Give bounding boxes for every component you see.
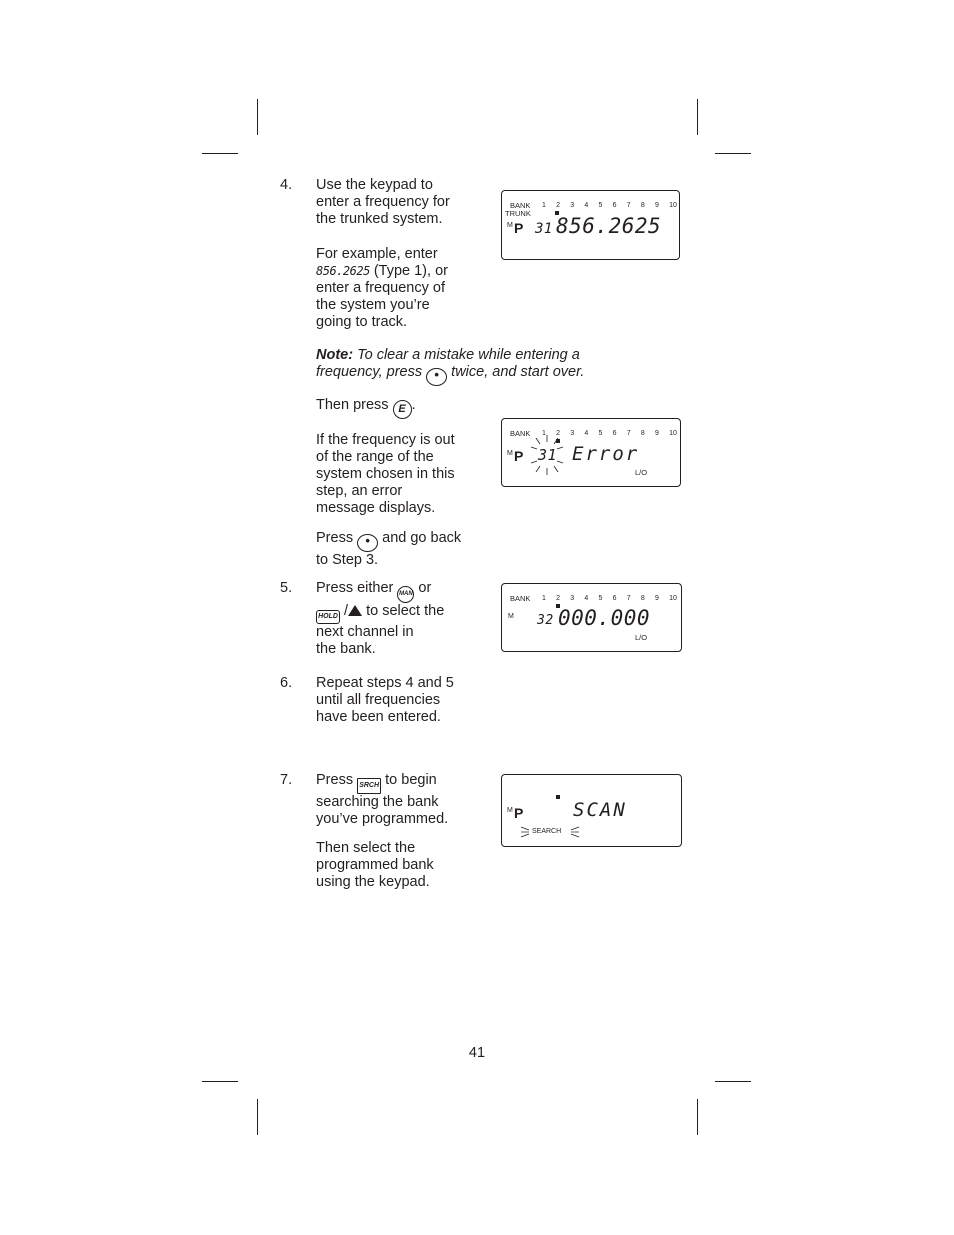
lcd-frequency: 000.000 — [558, 606, 651, 630]
lcd-search-label: SEARCH — [532, 828, 562, 835]
lcd-display-frequency — [501, 190, 680, 260]
step-number: 4. — [280, 177, 293, 193]
note-label: Note: — [316, 347, 354, 363]
crop-mark — [202, 1081, 238, 1082]
step-number: 6. — [280, 675, 293, 691]
crop-mark — [715, 1081, 751, 1082]
crop-mark — [697, 99, 698, 135]
lcd-channel: 32 — [537, 613, 554, 628]
note: Note: To clear a mistake while entering a frequency, press • twice, and start over. — [316, 347, 584, 386]
crop-mark — [257, 1099, 258, 1135]
hold-key-icon: HOLD — [316, 610, 340, 624]
lcd-m-label: M — [507, 222, 513, 229]
step-number: 7. — [280, 772, 293, 788]
page-number: 41 — [468, 1045, 486, 1061]
step7-text: Press SRCH to begin searching the bank you’ve programmed. — [316, 772, 449, 827]
lcd-bank-numbers: 1 2 3 4 5 6 7 8 9 10 — [542, 430, 677, 437]
crop-mark — [697, 1099, 698, 1135]
lcd-channel: 31 — [538, 446, 558, 464]
lcd-bank-label: BANK — [510, 594, 531, 603]
lcd-p-label: P — [514, 805, 524, 821]
press-back-line: Press • and go back to Step 3. — [316, 530, 462, 568]
then-press-line: Then press E . — [316, 397, 416, 419]
step-number: 5. — [280, 580, 293, 596]
crop-mark — [202, 153, 238, 154]
lcd-p-label: P — [514, 220, 524, 236]
lcd-scan-text: SCAN — [573, 799, 627, 821]
lcd-error-text: Error — [572, 443, 640, 465]
error-description: If the frequency is out of the range of the system chosen in this step, an error message displays. — [316, 432, 455, 516]
lcd-bank-label: BANK — [510, 429, 531, 438]
lcd-display-next-channel — [501, 583, 682, 652]
man-key-icon: MAN — [397, 586, 414, 603]
lcd-p-label: P — [514, 448, 524, 464]
lcd-bank-numbers: 1 2 3 4 5 6 7 8 9 10 — [542, 202, 677, 209]
step7-then: Then select the programmed bank using the keypad. — [316, 840, 434, 890]
lcd-m-label: M — [508, 613, 514, 620]
lcd-display-error — [501, 418, 681, 487]
step5-text: Press either MAN or HOLD / to select the next channel in the bank. — [316, 580, 445, 657]
lcd-m-label: M — [507, 807, 513, 814]
lcd-lo-label: L/O — [635, 468, 648, 477]
lcd-frequency: 856.2625 — [556, 214, 662, 238]
lcd-display-scan — [501, 774, 682, 847]
crop-mark — [257, 99, 258, 135]
lcd-m-label: M — [507, 450, 513, 457]
crop-mark — [715, 153, 751, 154]
up-arrow-icon — [348, 605, 362, 616]
dot-key-icon: • — [426, 368, 447, 386]
e-key-icon: E — [393, 400, 412, 419]
lcd-channel: 31 — [535, 221, 553, 237]
lcd-lo-label: L/O — [635, 633, 648, 642]
srch-key-icon: SRCH — [357, 778, 381, 794]
bank-indicator — [556, 795, 560, 799]
step4-text: Use the keypad to enter a frequency for the trunked system. — [316, 177, 450, 227]
lcd-bank-numbers: 1 2 3 4 5 6 7 8 9 10 — [542, 595, 677, 602]
step6-text: Repeat steps 4 and 5 until all frequencies have been entered. — [316, 675, 454, 725]
example-frequency: 856.2625 — [316, 264, 370, 278]
lcd-trunk-label: TRUNK — [505, 209, 531, 218]
lcd-bank-label: BANK — [510, 201, 531, 210]
dot-key-icon: • — [357, 534, 378, 552]
step4-example: For example, enter 856.2625 (Type 1), or enter a frequency of the system you’re going to track. — [316, 246, 448, 330]
